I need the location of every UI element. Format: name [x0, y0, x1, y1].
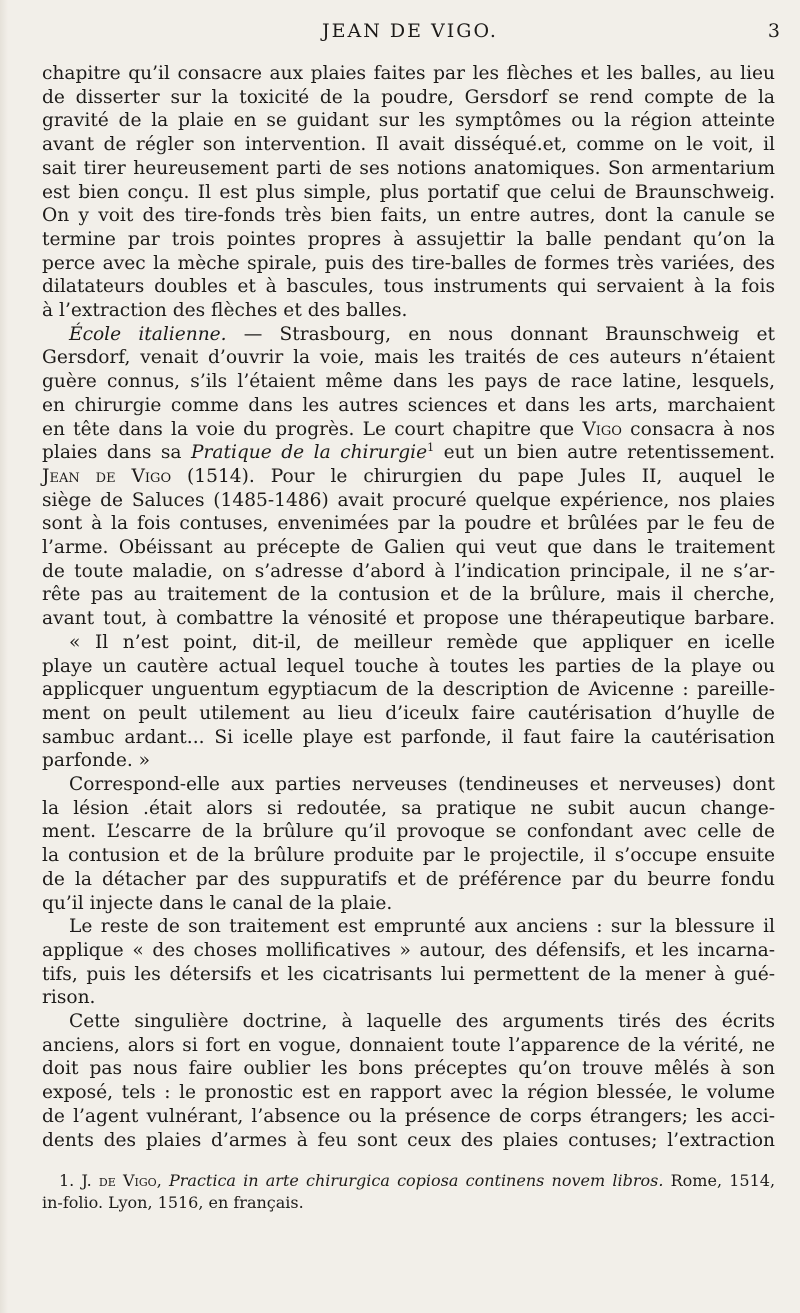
- text-line: On y voit des tire-fonds très bien faits, un entre autres, dont la canule se: [42, 205, 775, 227]
- text-line-section-heading: [69, 323, 775, 347]
- author-name: Vigo: [582, 418, 622, 440]
- section-heading: École italienne.: [69, 323, 227, 345]
- text-line: [42, 441, 775, 465]
- footnote-ref: 1: [427, 441, 435, 455]
- text-run: — Strasbourg, en nous donnant Braunschweig et: [226, 323, 775, 345]
- page-number: 3: [767, 20, 780, 42]
- text-line: rête pas au traitement de la contusion et de la brûlure, mais il cherche,: [42, 584, 775, 606]
- running-title: JEAN DE VIGO.: [322, 20, 498, 42]
- text-line: avant tout, à combattre la vénosité et propose une thérapeutique barbare.: [42, 608, 775, 630]
- text-line: applicquer unguentum egyptiacum de la description de Avicenne : pareille-: [42, 679, 775, 701]
- text-line: l’arme. Obéissant au précepte de Galien qui veut que dans le traitement: [42, 537, 775, 558]
- text-line: Cette singulière doctrine, à laquelle des arguments tirés des écrits: [69, 1011, 775, 1032]
- footnote-text: ,: [156, 1171, 169, 1190]
- text-line: sait tirer heureusement parti de ses notions anatomiques. Son armentarium: [42, 157, 775, 179]
- text-line: « Il n’est point, dit-il, de meilleur remède que appliquer en icelle: [69, 631, 775, 653]
- text-line: de l’agent vulnérant, l’absence ou la présence de corps étrangers; les acci-: [42, 1105, 775, 1127]
- text-line: qu’il injecte dans le canal de la plaie.: [42, 892, 393, 914]
- text-line-section-heading: [42, 465, 775, 489]
- text-line: dents des plaies d’armes à feu sont ceux des plaies contuses; l’extraction: [42, 1129, 775, 1151]
- text-line: ment. L’escarre de la brûlure qu’il provoque se confondant avec celle de: [42, 821, 775, 843]
- footnote-text: 1. J.: [59, 1171, 99, 1190]
- footnote-text: Rome, 1514,: [663, 1171, 776, 1190]
- text-run: en tête dans la voie du progrès. Le court chapitre que: [42, 418, 583, 440]
- running-head: [40, 20, 780, 48]
- footnote-author: de Vigo: [98, 1171, 157, 1190]
- text-line: ment on peult utilement au lieu d’iceulx faire cautérisation d’huylle de: [42, 702, 775, 724]
- text-line: Gersdorf, venait d’ouvrir la voie, mais les traités de ces auteurs n’étaient: [42, 347, 775, 369]
- text-run: plaies dans sa: [42, 442, 191, 464]
- text-line: termine par trois pointes propres à assujettir la balle pendant qu’on la: [42, 228, 775, 250]
- text-line: perce avec la mèche spirale, puis des tire-balles de formes très variées, des: [42, 252, 775, 274]
- text-line: [42, 418, 775, 442]
- text-line: de toute maladie, on s’adresse d’abord à l’indication principale, il ne s’ar-: [42, 560, 775, 582]
- text-line: rison.: [42, 987, 96, 1009]
- page-edge-shadow: [0, 0, 8, 1313]
- text-line: anciens, alors si fort en vogue, donnaient toute l’apparence de la vérité, ne: [42, 1034, 775, 1056]
- book-title: Pratique de la chirurgie: [191, 442, 428, 464]
- text-line: Le reste de son traitement est emprunté aux anciens : sur la blessure il: [69, 916, 775, 938]
- text-line: guère connus, s’ils l’étaient même dans les pays de race latine, lesquels,: [42, 371, 775, 393]
- text-line: à l’extraction des flèches et des balles.: [42, 300, 408, 321]
- text-line: applique « des choses mollificatives » autour, des défensifs, et les incarna-: [42, 939, 775, 961]
- text-line: parfonde. »: [42, 750, 151, 772]
- text-line: Correspond-elle aux parties nerveuses (tendineuses et nerveuses) dont: [69, 774, 775, 795]
- text-line: est bien conçu. Il est plus simple, plus portatif que celui de Braunschweig.: [42, 181, 775, 203]
- footnote-line: [59, 1170, 775, 1192]
- footnote-book-title: Practica in arte chirurgica copiosa continens novem libros.: [168, 1171, 664, 1190]
- text-line: la lésion .était alors si redoutée, sa pratique ne subit aucun change-: [42, 797, 775, 819]
- text-line: sambuc ardant... Si icelle playe est parfonde, il faut faire la cautérisation: [42, 726, 775, 748]
- text-line: doit pas nous faire oublier les bons préceptes qu’on trouve mêlés à son: [42, 1058, 775, 1080]
- text-line: exposé, tels : le pronostic est en rapport avec la région blessée, le volume: [42, 1082, 775, 1104]
- text-line: tifs, puis les détersifs et les cicatrisants lui permettent de la mener à gué-: [42, 963, 775, 985]
- text-run: consacra à nos: [621, 418, 775, 440]
- text-line: sont à la fois contuses, envenimées par la poudre et brûlées par le feu de: [42, 513, 775, 535]
- text-line: gravité de la plaie en se guidant sur les symptômes ou la région atteinte: [42, 110, 775, 132]
- text-line: siège de Saluces (1485-1486) avait procuré quelque expérience, nos plaies: [42, 489, 775, 511]
- text-line: de la détacher par des suppuratifs et de préférence par du beurre fondu: [42, 868, 775, 890]
- text-line: de disserter sur la toxicité de la poudre, Gersdorf se rend compte de la: [42, 86, 775, 108]
- footnote-line: in-folio. Lyon, 1516, en français.: [42, 1193, 304, 1212]
- text-line: la contusion et de la brûlure produite par le projectile, il s’occupe ensuite: [42, 845, 775, 867]
- text-line: dilatateurs doubles et à bascules, tous instruments qui servaient à la fois: [42, 276, 775, 298]
- text-run: eut un bien autre retentissement.: [434, 442, 775, 464]
- text-line: playe un cautère actual lequel touche à toutes les parties de la playe ou: [42, 655, 775, 677]
- text-line: avant de régler son intervention. Il avait disséqué.et, comme on le voit, il: [42, 134, 775, 156]
- section-heading: Jean de Vigo: [42, 465, 172, 487]
- text-line: chapitre qu’il consacre aux plaies faites par les flèches et les balles, au lieu: [42, 63, 775, 84]
- text-line: en chirurgie comme dans les autres sciences et dans les arts, marchaient: [42, 394, 775, 416]
- text-run: (1514). Pour le chirurgien du pape Jules II, auquel le: [171, 465, 776, 487]
